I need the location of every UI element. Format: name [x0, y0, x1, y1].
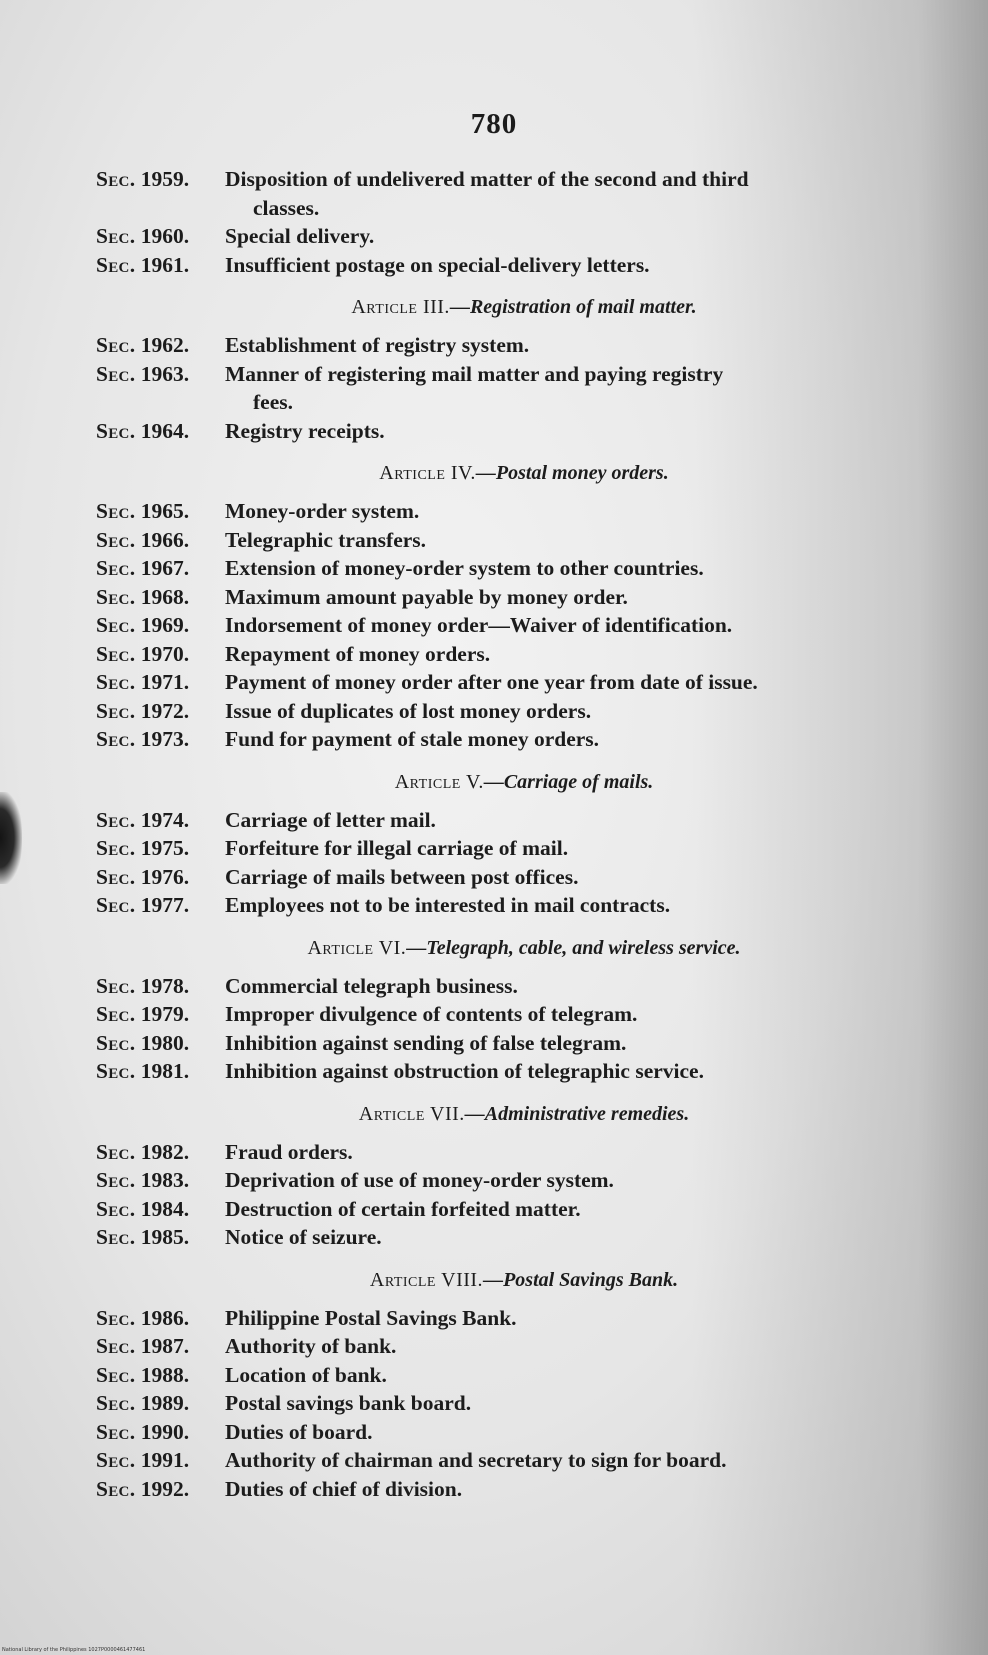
section-number	[96, 1138, 189, 1167]
section-entry	[0, 1057, 988, 1086]
section-title-text: Telegraphic transfers.	[225, 527, 427, 552]
section-entry	[0, 165, 988, 222]
section-title	[225, 1332, 920, 1361]
section-numeral: 1989.	[140, 1391, 190, 1415]
section-numeral: 1978.	[140, 973, 190, 998]
section-number	[96, 1304, 189, 1333]
section-abbrev: Sec.	[96, 1225, 136, 1249]
section-title-text: Fraud orders.	[225, 1139, 353, 1164]
section-entry	[0, 834, 988, 863]
section-abbrev: Sec.	[96, 1002, 136, 1026]
section-list	[0, 165, 988, 1503]
section-entry	[0, 668, 988, 697]
section-numeral: 1988.	[140, 1362, 190, 1387]
section-number	[96, 891, 189, 920]
section-abbrev: Sec.	[96, 1419, 136, 1444]
section-number	[96, 806, 189, 835]
section-number	[96, 1446, 189, 1475]
article-heading	[0, 1100, 988, 1128]
section-title	[225, 806, 920, 835]
section-number	[96, 725, 189, 754]
section-title-text: Notice of seizure.	[225, 1225, 382, 1249]
section-title	[225, 1361, 920, 1390]
article-number: Article IV.	[379, 462, 476, 484]
section-number	[96, 1475, 189, 1504]
article-subject: —Carriage of mails.	[483, 770, 654, 793]
section-abbrev: Sec.	[96, 224, 136, 248]
section-number	[96, 1361, 189, 1390]
section-number	[96, 554, 189, 583]
section-abbrev: Sec.	[96, 807, 136, 832]
article-number: Article III.	[351, 296, 450, 318]
section-entry	[0, 806, 988, 835]
article-subject: —Telegraph, cable, and wireless service.	[406, 936, 741, 959]
section-number	[96, 251, 189, 280]
section-title-text: Location of bank.	[225, 1362, 387, 1387]
section-entry	[0, 554, 988, 583]
section-title	[225, 222, 920, 251]
section-abbrev: Sec.	[96, 1334, 136, 1358]
section-title	[225, 497, 920, 526]
section-abbrev: Sec.	[96, 1059, 136, 1083]
section-abbrev: Sec.	[96, 418, 136, 443]
section-abbrev: Sec.	[96, 333, 136, 357]
section-title	[225, 1166, 920, 1195]
section-number	[96, 1029, 189, 1058]
section-number	[96, 640, 189, 669]
section-number	[96, 1057, 189, 1086]
section-title	[225, 697, 920, 726]
section-entry	[0, 611, 988, 640]
section-abbrev: Sec.	[96, 527, 136, 552]
section-title-text: Insufficient postage on special-delivery letters.	[225, 252, 650, 277]
section-abbrev: Sec.	[96, 1476, 136, 1501]
section-number	[96, 1195, 189, 1224]
section-title	[225, 891, 920, 920]
section-title	[225, 668, 920, 697]
section-abbrev: Sec.	[96, 613, 136, 637]
section-entry	[0, 1166, 988, 1195]
section-title	[225, 1138, 920, 1167]
section-title-text: Payment of money order after one year from date of issue.	[225, 670, 758, 694]
section-abbrev: Sec.	[96, 973, 136, 998]
table-of-contents	[0, 165, 988, 1503]
section-numeral: 1966.	[140, 527, 190, 552]
article-subject: —Administrative remedies.	[464, 1102, 690, 1125]
section-entry	[0, 1418, 988, 1447]
article-heading	[0, 1266, 988, 1294]
section-number	[96, 1418, 189, 1447]
section-numeral: 1981.	[140, 1059, 190, 1083]
section-number	[96, 1223, 189, 1252]
section-numeral: 1990.	[140, 1419, 190, 1444]
section-title-text: Commercial telegraph business.	[225, 973, 518, 998]
section-numeral: 1985.	[140, 1225, 190, 1249]
section-entry	[0, 1361, 988, 1390]
section-numeral: 1992.	[140, 1476, 190, 1501]
section-title-text: Forfeiture for illegal carriage of mail.	[225, 836, 569, 860]
section-entry	[0, 1332, 988, 1361]
section-title	[225, 1389, 920, 1418]
section-number	[96, 497, 189, 526]
section-numeral: 1980.	[140, 1030, 190, 1055]
section-abbrev: Sec.	[96, 1362, 136, 1387]
section-numeral: 1964.	[140, 418, 190, 443]
section-number	[96, 1000, 189, 1029]
binding-hole-shadow	[0, 792, 22, 884]
section-entry	[0, 1304, 988, 1333]
section-number	[96, 1389, 189, 1418]
section-number	[96, 834, 189, 863]
section-entry	[0, 891, 988, 920]
section-title	[225, 331, 920, 360]
section-numeral: 1982.	[140, 1139, 190, 1164]
section-numeral: 1962.	[140, 333, 190, 357]
section-number	[96, 360, 189, 389]
section-title	[225, 1304, 920, 1333]
section-entry	[0, 1223, 988, 1252]
section-entry	[0, 360, 988, 417]
section-entry	[0, 972, 988, 1001]
section-number	[96, 863, 189, 892]
section-numeral: 1967.	[140, 556, 190, 580]
section-entry	[0, 1389, 988, 1418]
section-numeral: 1987.	[140, 1334, 190, 1358]
section-abbrev: Sec.	[96, 893, 136, 917]
section-entry	[0, 331, 988, 360]
article-heading	[0, 934, 988, 962]
section-numeral: 1972.	[140, 698, 190, 723]
section-numeral: 1968.	[140, 584, 190, 609]
section-abbrev: Sec.	[96, 641, 136, 666]
section-numeral: 1975.	[140, 836, 190, 860]
section-abbrev: Sec.	[96, 1139, 136, 1164]
section-title-text: Authority of chairman and secretary to sign for board.	[225, 1448, 727, 1472]
section-title	[225, 251, 920, 280]
section-title-continuation: fees.	[253, 390, 293, 414]
section-title-text: Philippine Postal Savings Bank.	[225, 1305, 517, 1330]
section-entry	[0, 526, 988, 555]
section-entry	[0, 1446, 988, 1475]
section-title-continuation: classes.	[253, 195, 320, 220]
section-abbrev: Sec.	[96, 252, 136, 277]
section-title	[225, 360, 920, 417]
section-entry	[0, 251, 988, 280]
section-title	[225, 526, 920, 555]
section-entry	[0, 1138, 988, 1167]
section-abbrev: Sec.	[96, 670, 136, 694]
section-number	[96, 1332, 189, 1361]
section-entry	[0, 697, 988, 726]
section-title-text: Money-order system.	[225, 499, 420, 523]
section-title-text: Repayment of money orders.	[225, 641, 491, 666]
section-numeral: 1983.	[140, 1168, 190, 1192]
section-title	[225, 554, 920, 583]
section-abbrev: Sec.	[96, 1030, 136, 1055]
article-number: Article V.	[394, 770, 484, 793]
section-title	[225, 611, 920, 640]
section-title	[225, 863, 920, 892]
section-numeral: 1969.	[140, 613, 190, 637]
section-abbrev: Sec.	[96, 1168, 136, 1192]
section-numeral: 1974.	[140, 807, 190, 832]
section-title	[225, 1195, 920, 1224]
section-number	[96, 697, 189, 726]
section-title	[225, 583, 920, 612]
article-heading	[0, 293, 988, 321]
section-abbrev: Sec.	[96, 1391, 136, 1415]
section-title	[225, 834, 920, 863]
section-numeral: 1971.	[140, 670, 190, 694]
article-number: Article VI.	[307, 936, 407, 959]
scan-credit-line: National Library of the Philippines 1027P0000461477461	[2, 1647, 146, 1653]
section-title-text: Duties of board.	[225, 1419, 373, 1444]
section-title-text: Extension of money-order system to other countries.	[225, 556, 704, 580]
section-number	[96, 1166, 189, 1195]
section-title-text: Inhibition against obstruction of telegraphic service.	[225, 1059, 704, 1083]
section-title	[225, 1446, 920, 1475]
section-entry	[0, 583, 988, 612]
page-number: 780	[470, 108, 518, 140]
section-abbrev: Sec.	[96, 1448, 136, 1472]
section-numeral: 1959.	[140, 167, 190, 191]
section-title	[225, 972, 920, 1001]
section-abbrev: Sec.	[96, 499, 136, 523]
section-title-text: Manner of registering mail matter and paying registry	[225, 361, 724, 386]
section-entry	[0, 863, 988, 892]
section-number	[96, 526, 189, 555]
section-title	[225, 1418, 920, 1447]
section-entry	[0, 1475, 988, 1504]
article-number: Article VII.	[358, 1102, 465, 1125]
section-title	[225, 417, 920, 446]
section-title	[225, 640, 920, 669]
section-title	[225, 1000, 920, 1029]
section-title-text: Maximum amount payable by money order.	[225, 584, 628, 609]
section-number	[96, 583, 189, 612]
section-abbrev: Sec.	[96, 1196, 136, 1221]
article-subject: —Postal Savings Bank.	[483, 1268, 679, 1291]
section-title	[225, 1475, 920, 1504]
section-title	[225, 725, 920, 754]
section-abbrev: Sec.	[96, 556, 136, 580]
section-numeral: 1991.	[140, 1448, 190, 1472]
section-numeral: 1977.	[140, 893, 190, 917]
article-subject: —Postal money orders.	[475, 462, 669, 484]
section-abbrev: Sec.	[96, 836, 136, 860]
section-number	[96, 165, 189, 194]
article-subject: —Registration of mail matter.	[449, 296, 697, 318]
article-heading	[0, 459, 988, 487]
section-entry	[0, 497, 988, 526]
section-entry	[0, 1000, 988, 1029]
section-abbrev: Sec.	[96, 1305, 136, 1330]
section-title	[225, 1223, 920, 1252]
section-abbrev: Sec.	[96, 167, 136, 191]
section-number	[96, 972, 189, 1001]
section-abbrev: Sec.	[96, 864, 136, 889]
section-abbrev: Sec.	[96, 727, 136, 751]
section-numeral: 1984.	[140, 1196, 190, 1221]
section-title-text: Carriage of mails between post offices.	[225, 864, 579, 889]
section-entry	[0, 640, 988, 669]
section-numeral: 1976.	[140, 864, 190, 889]
section-entry	[0, 417, 988, 446]
section-abbrev: Sec.	[96, 698, 136, 723]
section-numeral: 1986.	[140, 1305, 190, 1330]
section-title-text: Registry receipts.	[225, 418, 385, 443]
section-title-text: Special delivery.	[225, 224, 375, 248]
section-title-text: Duties of chief of division.	[225, 1476, 463, 1501]
section-title-text: Inhibition against sending of false telegram.	[225, 1030, 627, 1055]
section-title-text: Establishment of registry system.	[225, 333, 530, 357]
section-abbrev: Sec.	[96, 584, 136, 609]
section-title-text: Authority of bank.	[225, 1334, 397, 1358]
section-entry	[0, 1195, 988, 1224]
section-number	[96, 222, 189, 251]
section-number	[96, 668, 189, 697]
section-entry	[0, 725, 988, 754]
section-numeral: 1963.	[140, 361, 190, 386]
section-title-text: Employees not to be interested in mail contracts.	[225, 893, 671, 917]
section-number	[96, 417, 189, 446]
section-numeral: 1965.	[140, 499, 190, 523]
section-title	[225, 1029, 920, 1058]
section-title	[225, 1057, 920, 1086]
section-title-text: Postal savings bank board.	[225, 1391, 472, 1415]
section-number	[96, 331, 189, 360]
article-heading	[0, 768, 988, 796]
section-title-text: Fund for payment of stale money orders.	[225, 727, 600, 751]
section-title-text: Disposition of undelivered matter of the second and third	[225, 167, 749, 191]
section-entry	[0, 1029, 988, 1058]
section-title-text: Indorsement of money order—Waiver of identification.	[225, 613, 733, 637]
article-number: Article VIII.	[369, 1268, 484, 1291]
section-numeral: 1960.	[140, 224, 190, 248]
section-title-text: Deprivation of use of money-order system.	[225, 1168, 614, 1192]
section-title-text: Destruction of certain forfeited matter.	[225, 1196, 581, 1221]
section-numeral: 1979.	[140, 1002, 190, 1026]
section-title-text: Issue of duplicates of lost money orders.	[225, 698, 592, 723]
section-title-text: Improper divulgence of contents of telegram.	[225, 1002, 638, 1026]
section-abbrev: Sec.	[96, 361, 136, 386]
section-number	[96, 611, 189, 640]
section-entry	[0, 222, 988, 251]
section-title-text: Carriage of letter mail.	[225, 807, 436, 832]
section-numeral: 1970.	[140, 641, 190, 666]
section-numeral: 1961.	[140, 252, 190, 277]
section-numeral: 1973.	[140, 727, 190, 751]
section-title	[225, 165, 920, 222]
